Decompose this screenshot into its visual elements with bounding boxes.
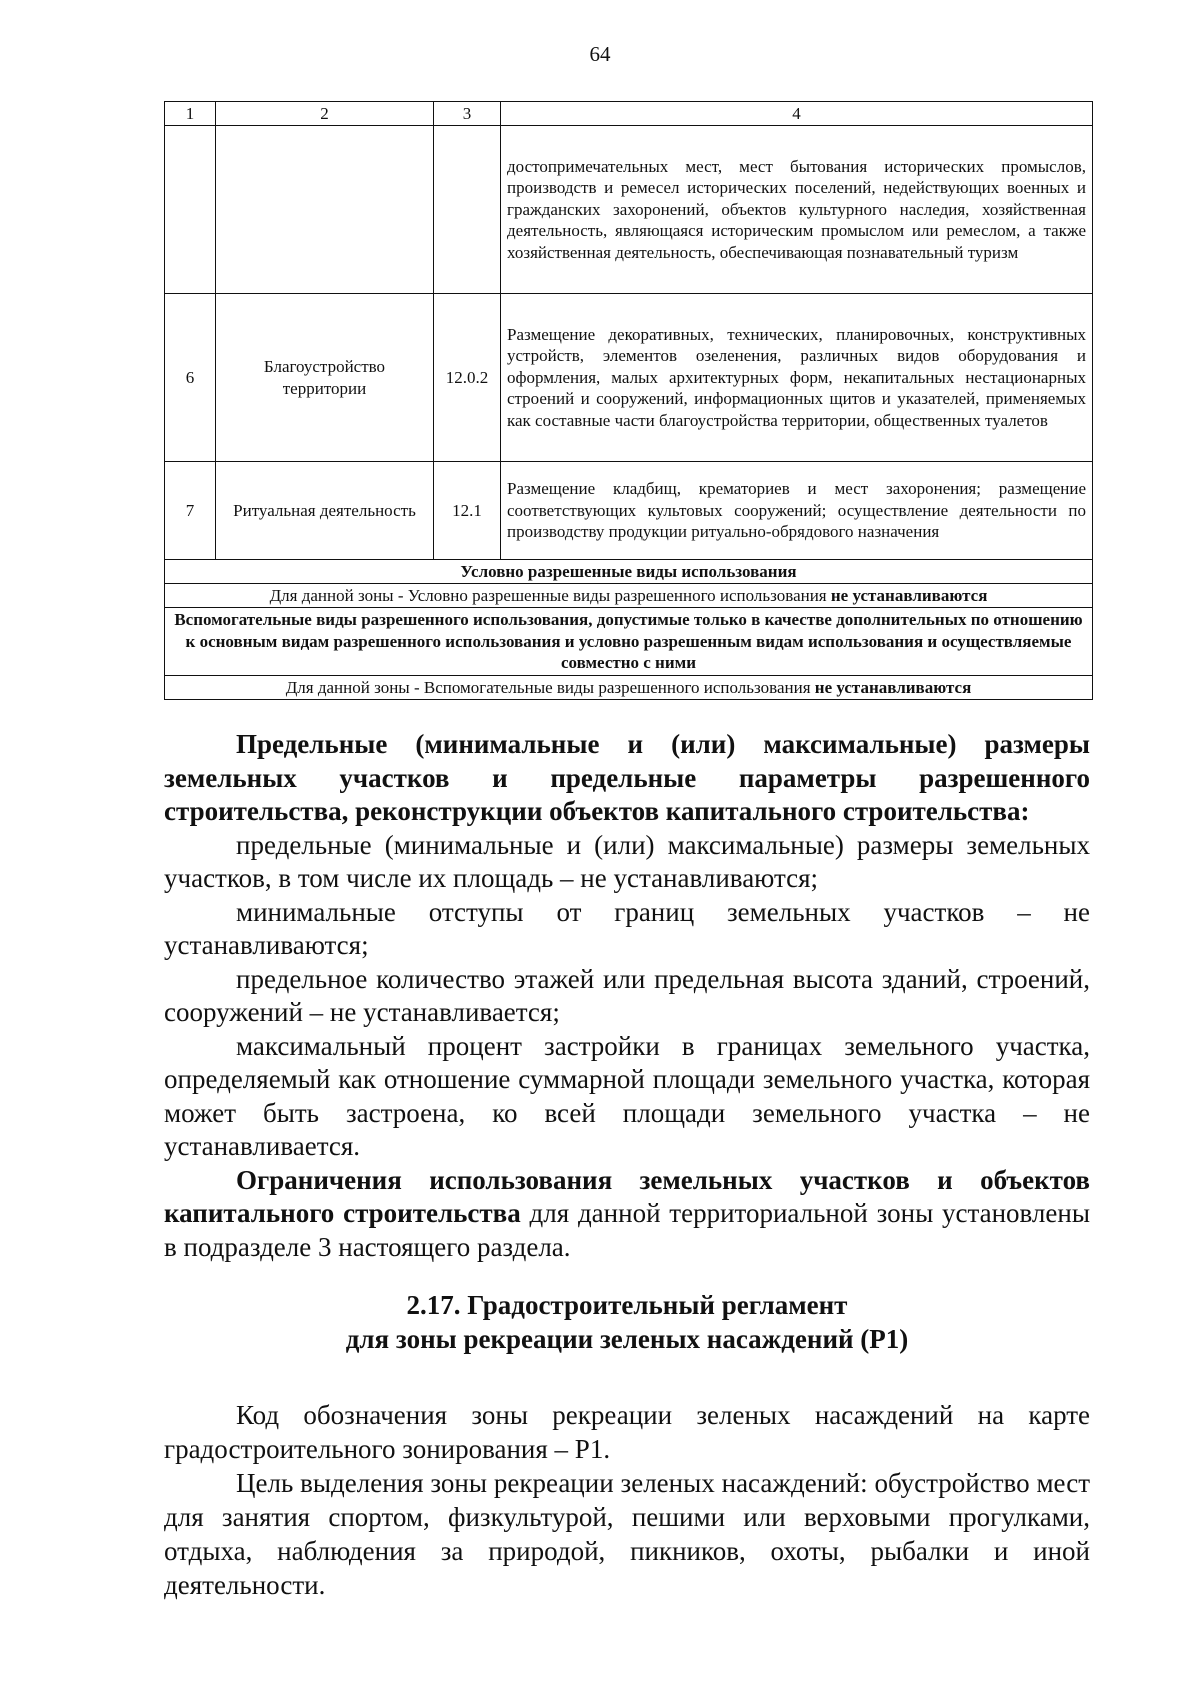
limit-item: предельные (минимальные и (или) максимальные) размеры земельных участков, в том числе их площадь – не устанавливаются;	[164, 829, 1090, 893]
use-name: Ритуальная деятельность	[216, 462, 434, 560]
header-cell: 2	[216, 102, 434, 126]
limits-section	[164, 728, 1090, 1264]
table-row	[165, 126, 1093, 294]
conditional-header-row	[165, 560, 1093, 584]
limit-item: минимальные отступы от границ земельных участков – не устанавливаются;	[164, 896, 1090, 960]
header-cell: 4	[501, 102, 1093, 126]
auxiliary-uses-header: Вспомогательные виды разрешенного использования, допустимые только в качестве дополнительных по отношению к основным видам разрешенного использования и условно разрешенным видам использования и осуществляемые совместно с ними	[165, 608, 1093, 676]
table-header-row	[165, 102, 1093, 126]
auxiliary-header-row	[165, 608, 1093, 676]
row-number	[165, 126, 216, 294]
page-number: 64	[589, 42, 611, 66]
auxiliary-note-text: Для данной зоны - Вспомогательные виды разрешенного использования	[285, 677, 815, 697]
auxiliary-note-bold: не устанавливаются	[814, 677, 972, 697]
header-cell: 3	[434, 102, 501, 126]
restrictions-bold: Ограничения использования земельных участков и объектов капитального строительства	[164, 1164, 1090, 1228]
use-description: Размещение декоративных, технических, планировочных, конструктивных устройств, элементов озеленения, различных видов оборудования и оформления, малых архитектурных форм, некапитальных нестационарных строений и сооружений, информационных щитов и указателей, применяемых как составные части благоустройства территории, общественных туалетов	[501, 294, 1093, 462]
row-number: 7	[165, 462, 216, 560]
auxiliary-note-row	[165, 676, 1093, 700]
use-code: 12.1	[434, 462, 501, 560]
section-paragraph: Код обозначения зоны рекреации зеленых насаждений на карте градостроительного зонирования – Р1.	[164, 1400, 1090, 1464]
use-code	[434, 126, 501, 294]
section-paragraph: Цель выделения зоны рекреации зеленых насаждений: обустройство мест для занятия спортом, физкультурой, пешими или верховыми прогулками, отдыха, наблюдения за природой, пикников, охоты, рыбалки и иной деятельности.	[164, 1468, 1090, 1600]
section-title-line: 2.17. Градостроительный регламент	[406, 1290, 848, 1320]
use-name	[216, 126, 434, 294]
conditional-note-row	[165, 584, 1093, 608]
section-title-line: для зоны рекреации зеленых насаждений (Р1)	[345, 1324, 909, 1354]
limit-item: максимальный процент застройки в границах земельного участка, определяемый как отношение суммарной площади земельного участка, которая может быть застроена, ко всей площади земельного участка – не устанавливается.	[164, 1030, 1090, 1161]
conditional-uses-header: Условно разрешенные виды использования	[165, 560, 1093, 584]
conditional-note-text: Для данной зоны - Условно разрешенные виды разрешенного использования	[269, 585, 831, 605]
limits-heading: Предельные (минимальные и (или) максимальные) размеры земельных участков и предельные параметры разрешенного строительства, реконструкции объектов капитального строительства:	[164, 729, 1090, 826]
use-name: Благоустройство территории	[216, 294, 434, 462]
use-code: 12.0.2	[434, 294, 501, 462]
restrictions-paragraph	[164, 1164, 1090, 1265]
section-title	[164, 1288, 1090, 1356]
conditional-uses-note	[165, 584, 1093, 608]
conditional-note-bold: не устанавливаются	[830, 585, 988, 605]
restrictions-text: для данной территориальной зоны установлены в подразделе 3 настоящего раздела.	[164, 1198, 1090, 1262]
table-row	[165, 294, 1093, 462]
land-use-table	[164, 101, 1093, 700]
header-cell: 1	[165, 102, 216, 126]
table-row	[165, 462, 1093, 560]
auxiliary-uses-note	[165, 676, 1093, 700]
section-body	[164, 1398, 1090, 1602]
use-description: Размещение кладбищ, крематориев и мест захоронения; размещение соответствующих культовых сооружений; осуществление деятельности по производству продукции ритуально-обрядового назначения	[501, 462, 1093, 560]
row-number: 6	[165, 294, 216, 462]
use-description: достопримечательных мест, мест бытования исторических промыслов, производств и ремесел исторических поселений, недействующих военных и гражданских захоронений, объектов культурного наследия, хозяйственная деятельность, являющаяся историческим промыслом или ремеслом, а также хозяйственная деятельность, обеспечивающая познавательный туризм	[501, 126, 1093, 294]
limit-item: предельное количество этажей или предельная высота зданий, строений, сооружений – не устанавливается;	[164, 963, 1090, 1027]
